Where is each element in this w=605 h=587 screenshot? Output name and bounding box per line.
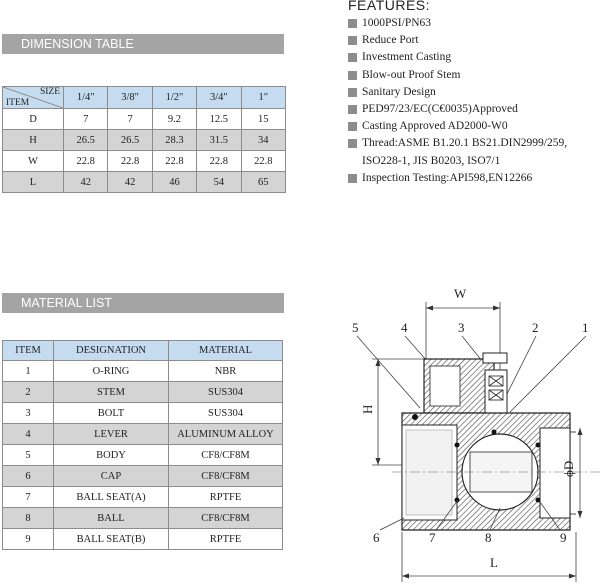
- feature-item: [348, 15, 605, 32]
- feature-text: Sanitary Design: [362, 85, 436, 98]
- designation-cell: STEM: [54, 382, 169, 403]
- dimension-table: [2, 86, 286, 193]
- material-list-table: [2, 340, 283, 550]
- material-row: [3, 424, 283, 445]
- feature-text: PED97/23/EC(C€0035)Approved: [362, 103, 518, 116]
- item-cell: 3: [3, 403, 54, 424]
- features-list: [348, 15, 605, 187]
- corner-size-label: SIZE: [39, 87, 60, 97]
- size-header: 3/4": [197, 87, 241, 109]
- table-cell: 34: [241, 130, 285, 151]
- dimension-row-h: [3, 130, 286, 151]
- table-cell: 26.5: [108, 130, 152, 151]
- item-cell: 6: [3, 466, 54, 487]
- feature-text: Inspection Testing:API598,EN12266: [362, 171, 533, 184]
- bullet-square-icon: [348, 71, 357, 80]
- bullet-square-icon: [348, 174, 357, 183]
- bullet-square-icon: [348, 36, 357, 45]
- header-material: MATERIAL: [169, 341, 283, 361]
- designation-cell: CAP: [54, 466, 169, 487]
- material-row: [3, 529, 283, 550]
- callout-9: 9: [560, 530, 567, 545]
- designation-cell: BALL: [54, 508, 169, 529]
- table-cell: 22.8: [197, 151, 241, 172]
- row-label: D: [3, 109, 64, 130]
- material-cell: ALUMINUM ALLOY: [169, 424, 283, 445]
- feature-item: [348, 84, 605, 101]
- dimension-row-d: [3, 109, 286, 130]
- material-list-title: MATERIAL LIST: [2, 293, 284, 313]
- feature-item: [348, 49, 605, 66]
- material-row: [3, 361, 283, 382]
- material-cell: RPTFE: [169, 529, 283, 550]
- dimension-row-l: [3, 172, 286, 193]
- size-header: 1": [241, 87, 285, 109]
- feature-item: [348, 32, 605, 49]
- d-label: ϕD: [561, 460, 576, 477]
- table-cell: 22.8: [152, 151, 196, 172]
- material-row: [3, 382, 283, 403]
- item-cell: 4: [3, 424, 54, 445]
- material-cell: CF8/CF8M: [169, 466, 283, 487]
- table-cell: 15: [241, 109, 285, 130]
- feature-text: 1000PSI/PN63: [362, 17, 432, 29]
- material-cell: SUS304: [169, 382, 283, 403]
- corner-item-label: ITEM: [6, 98, 30, 108]
- feature-item: [348, 170, 605, 187]
- item-cell: 1: [3, 361, 54, 382]
- dimension-table-header: [3, 87, 286, 109]
- callout-1: 1: [582, 320, 589, 335]
- item-cell: 7: [3, 487, 54, 508]
- row-label: H: [3, 130, 64, 151]
- callout-7: 7: [429, 530, 436, 545]
- table-cell: 46: [152, 172, 196, 193]
- feature-text: Casting Approved AD2000-W0: [362, 120, 508, 133]
- feature-text: Blow-out Proof Stem: [362, 68, 461, 81]
- row-label: W: [3, 151, 64, 172]
- table-cell: 12.5: [197, 109, 241, 130]
- features-title: FEATURES:: [348, 0, 431, 13]
- material-row: [3, 403, 283, 424]
- bullet-square-icon: [348, 88, 357, 97]
- callout-2: 2: [532, 320, 539, 335]
- h-label: H: [360, 404, 375, 414]
- table-cell: 26.5: [64, 130, 108, 151]
- material-cell: NBR: [169, 361, 283, 382]
- feature-item: [348, 135, 605, 169]
- bullet-square-icon: [348, 19, 357, 28]
- material-cell: CF8/CF8M: [169, 445, 283, 466]
- row-label: L: [3, 172, 64, 193]
- callout-6: 6: [373, 530, 380, 545]
- material-cell: SUS304: [169, 403, 283, 424]
- size-header: 1/4": [64, 87, 108, 109]
- feature-item: [348, 101, 605, 118]
- feature-text: Thread:ASME B1.20.1 BS21.DIN2999/259,: [362, 137, 568, 150]
- w-label: W: [454, 286, 467, 301]
- table-cell: 42: [108, 172, 152, 193]
- callout-8: 8: [485, 530, 492, 545]
- feature-text: Investment Casting: [362, 51, 452, 64]
- l-label: L: [490, 555, 498, 570]
- table-cell: 42: [64, 172, 108, 193]
- callout-5: 5: [352, 320, 359, 335]
- bullet-square-icon: [348, 139, 357, 148]
- feature-item: [348, 118, 605, 135]
- item-cell: 5: [3, 445, 54, 466]
- feature-item: [348, 67, 605, 84]
- dimension-table-corner-cell: [3, 87, 64, 109]
- feature-text-continued: ISO228-1, JIS B0203, ISO7/1: [362, 154, 501, 167]
- item-cell: 2: [3, 382, 54, 403]
- material-table-header: [3, 341, 283, 361]
- item-cell: 8: [3, 508, 54, 529]
- item-cell: 9: [3, 529, 54, 550]
- table-cell: 7: [64, 109, 108, 130]
- material-cell: CF8/CF8M: [169, 508, 283, 529]
- size-header: 1/2": [152, 87, 196, 109]
- designation-cell: BALL SEAT(A): [54, 487, 169, 508]
- material-row: [3, 508, 283, 529]
- bullet-square-icon: [348, 122, 357, 131]
- table-cell: 22.8: [108, 151, 152, 172]
- table-cell: 22.8: [241, 151, 285, 172]
- table-cell: 28.3: [152, 130, 196, 151]
- dimension-row-w: [3, 151, 286, 172]
- table-cell: 54: [197, 172, 241, 193]
- dimension-table-title: DIMENSION TABLE: [2, 34, 284, 54]
- header-item: ITEM: [3, 341, 54, 361]
- material-row: [3, 487, 283, 508]
- table-cell: 7: [108, 109, 152, 130]
- table-cell: 31.5: [197, 130, 241, 151]
- table-cell: 65: [241, 172, 285, 193]
- designation-cell: BALL SEAT(B): [54, 529, 169, 550]
- table-cell: 22.8: [64, 151, 108, 172]
- size-header: 3/8": [108, 87, 152, 109]
- material-row: [3, 466, 283, 487]
- callout-4: 4: [401, 320, 408, 335]
- valve-cross-section-drawing: [340, 280, 605, 587]
- bullet-square-icon: [348, 53, 357, 62]
- designation-cell: O-RING: [54, 361, 169, 382]
- header-designation: DESIGNATION: [54, 341, 169, 361]
- table-cell: 9.2: [152, 109, 196, 130]
- bullet-square-icon: [348, 105, 357, 114]
- material-row: [3, 445, 283, 466]
- feature-text: Reduce Port: [362, 34, 419, 47]
- callout-3: 3: [458, 320, 465, 335]
- designation-cell: BODY: [54, 445, 169, 466]
- designation-cell: LEVER: [54, 424, 169, 445]
- material-cell: RPTFE: [169, 487, 283, 508]
- designation-cell: BOLT: [54, 403, 169, 424]
